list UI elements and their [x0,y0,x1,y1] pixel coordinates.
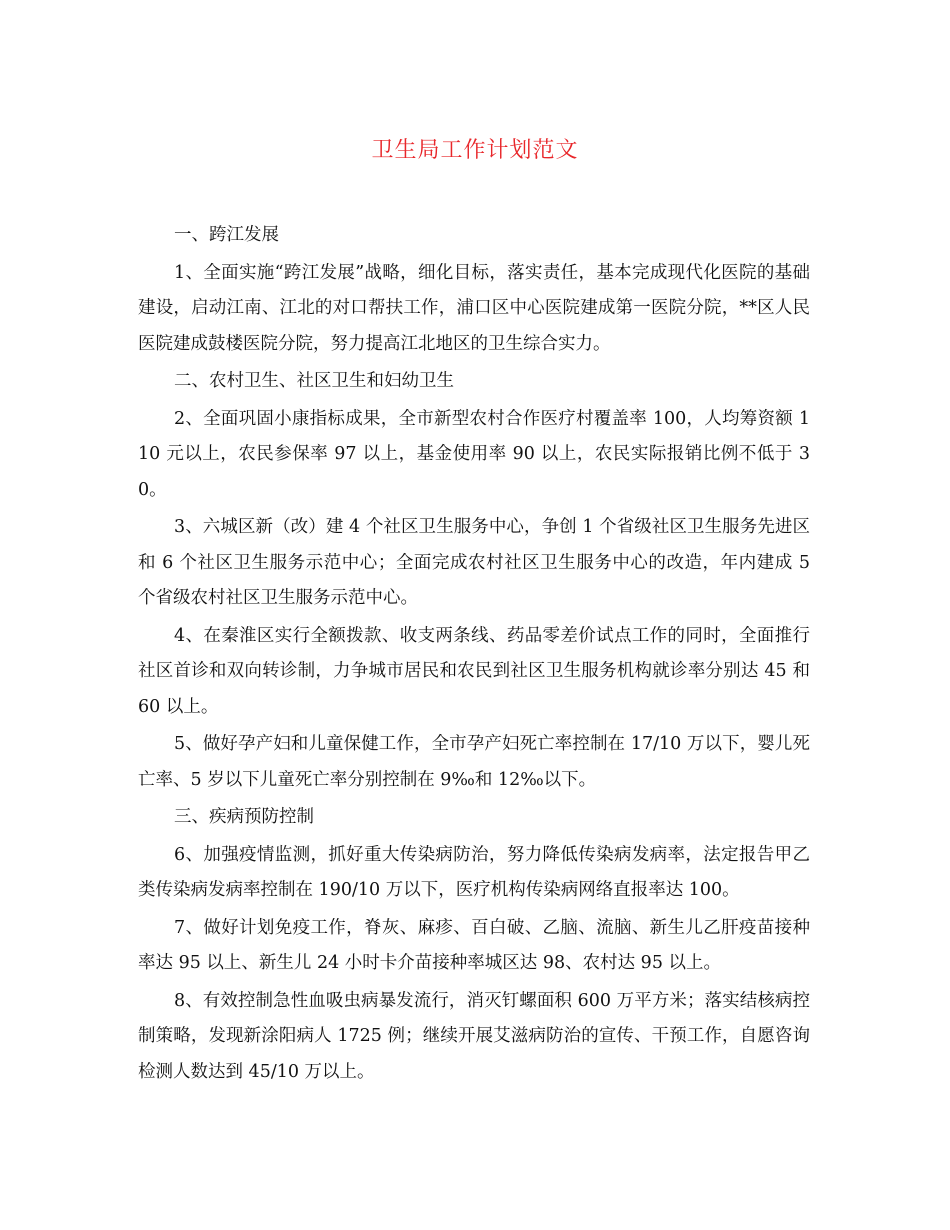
paragraph-item-4: 4、在秦淮区实行全额拨款、收支两条线、药品零差价试点工作的同时，全面推行社区首诊和双向转诊制，力争城市居民和农民到社区卫生服务机构就诊率分别达 45 和 60 以上。 [138,625,810,717]
section-heading-2: 二、农村卫生、社区卫生和妇幼卫生 [174,371,454,391]
section-heading-1: 一、跨江发展 [174,225,279,245]
paragraph-item-1: 1、全面实施“跨江发展”战略，细化目标，落实责任，基本完成现代化医院的基础建设，启动江南、江北的对口帮扶工作，浦口区中心医院建成第一医院分院，**区人民医院建成鼓楼医院分院，努力提高江北地区的卫生综合实力。 [138,262,810,354]
paragraph-item-5: 5、做好孕产妇和儿童保健工作，全市孕产妇死亡率控制在 17/10 万以下，婴儿死亡率、5 岁以下儿童死亡率分别控制在 9‰和 12‰以下。 [138,734,810,790]
document-title: 卫生局工作计划范文 [371,138,579,163]
document-body [138,218,810,1092]
paragraph-item-2: 2、全面巩固小康指标成果，全市新型农村合作医疗村覆盖率 100，人均筹资额 110 元以上，农民参保率 97 以上，基金使用率 90 以上，农民实际报销比例不低于 30。 [138,408,810,500]
paragraph-item-7: 7、做好计划免疫工作，脊灰、麻疹、百白破、乙脑、流脑、新生儿乙肝疫苗接种率达 95 以上、新生儿 24 小时卡介苗接种率城区达 98、农村达 95 以上。 [138,917,810,973]
section-heading-3: 三、疾病预防控制 [174,807,314,827]
paragraph-item-6: 6、加强疫情监测，抓好重大传染病防治，努力降低传染病发病率，法定报告甲乙类传染病发病率控制在 190/10 万以下，医疗机构传染病网络直报率达 100。 [138,844,810,900]
paragraph-item-3: 3、六城区新（改）建 4 个社区卫生服务中心，争创 1 个省级社区卫生服务先进区和 6 个社区卫生服务示范中心；全面完成农村社区卫生服务中心的改造，年内建成 5 个省级农村社区卫生服务示范中心。 [138,517,810,608]
paragraph-item-8: 8、有效控制急性血吸虫病暴发流行，消灭钉螺面积 600 万平方米；落实结核病控制策略，发现新涂阳病人 1725 例；继续开展艾滋病防治的宣传、干预工作，自愿咨询检测人数达到 45/10 万以上。 [138,990,810,1082]
